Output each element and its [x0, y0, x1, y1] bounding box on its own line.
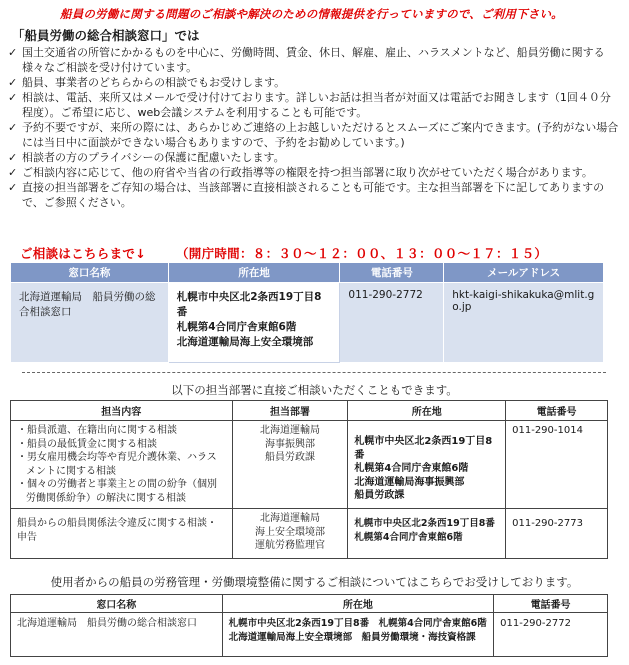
- consultation-topics: 船員からの船員関係法令違反に関する相談・申告: [11, 509, 233, 559]
- office-address: 札幌市中央区北2条西19丁目8番 札幌第4合同庁舎東館6階 北海道運輸局海上安全環境部: [168, 283, 340, 363]
- divider-note: 以下の担当部署に直接ご相談いただくこともできます。: [171, 383, 458, 397]
- check-icon: ✓: [8, 76, 18, 89]
- employer-note: 使用者からの船員の労務管理・労働環境整備に関するご相談についてはこちらでお受けしております。: [50, 575, 579, 589]
- column-header: メールアドレス: [444, 263, 604, 283]
- checklist-item: ✓ 船員、事業者のどちらからの相談でもお受けします。: [8, 76, 286, 89]
- table-row: [11, 613, 608, 657]
- office-name: 北海道運輸局 船員労働の総合相談窓口: [11, 613, 223, 657]
- main-contact-table: [10, 262, 604, 363]
- department-name: 北海道運輸局 海上安全環境部 運航労務監理官: [232, 509, 348, 559]
- column-header: 所在地: [348, 401, 506, 421]
- column-header: 担当内容: [11, 401, 233, 421]
- checklist-item: ✓ 直接の担当部署をご存知の場合は、当該部署に直接相談されることも可能です。主な担当部署を下に記してありますので、ご参照ください。: [8, 181, 605, 209]
- contact-call-to-action: [20, 244, 547, 262]
- department-address: 札幌市中央区北2条西19丁目8番 札幌第4合同庁舎東館6階: [348, 509, 506, 559]
- office-hours: （開庁時間：８：３０～１２：００、１３：００～１７：１５）: [175, 246, 548, 261]
- checklist-item: ✓ ご相談内容に応じて、他の府省や当省の行政指導等の権限を持つ担当部署に取り次がせていただく場合があります。: [8, 166, 593, 179]
- check-icon: ✓: [8, 151, 18, 164]
- check-icon: ✓: [8, 91, 18, 104]
- office-phone: 011-290-2772: [494, 613, 608, 657]
- dashed-divider: [22, 372, 606, 373]
- department-name: 北海道運輸局 海事振興部 船員労政課: [232, 421, 348, 509]
- consultation-topics: ・船員派遣、在籍出向に関する相談 ・船員の最低賃金に関する相談 ・男女雇用機会均等や育児介護休業、ハラスメントに関する相談 ・個々の労働者と事業主との間の紛争（個別労働関係紛争）の解決に関する相談: [11, 421, 233, 509]
- check-icon: ✓: [8, 121, 18, 134]
- cta-label: ご相談はこちらまで↓: [20, 246, 146, 261]
- table-row: [11, 283, 604, 363]
- checklist-item: ✓ 相談者の方のプライバシーの保護に配慮いたします。: [8, 151, 285, 164]
- office-email[interactable]: hkt-kaigi-shikakuka@mlit.go.jp: [444, 283, 604, 363]
- office-address: 札幌市中央区北2条西19丁目8番 札幌第4合同庁舎東館6階 北海道運輸局海上安全環境部 船員労働環境・海技資格課: [222, 613, 494, 657]
- column-header: 所在地: [222, 595, 494, 613]
- office-name: 北海道運輸局 船員労働の総合相談窓口: [11, 283, 169, 363]
- table-header-row: [11, 263, 604, 283]
- check-icon: ✓: [8, 46, 18, 59]
- column-header: 所在地: [168, 263, 340, 283]
- column-header: 電話番号: [506, 401, 608, 421]
- column-header: 電話番号: [494, 595, 608, 613]
- check-icon: ✓: [8, 181, 18, 194]
- column-header: 担当部署: [232, 401, 348, 421]
- table-header-row: [11, 595, 608, 613]
- section-title: 「船員労働の総合相談窓口」では: [12, 28, 200, 43]
- table-row: [11, 421, 608, 509]
- column-header: 窓口名称: [11, 263, 169, 283]
- department-phone: 011-290-1014: [506, 421, 608, 509]
- checklist-item: ✓ 国土交通省の所管にかかるものを中心に、労働時間、賃金、休日、解雇、雇止、ハラスメントなど、船員労働に関する様々なご相談を受け付けています。: [8, 46, 605, 74]
- checklist-item: ✓ 相談は、電話、来所又はメールで受け付けております。詳しいお話は担当者が対面又は電話でお聞きします（1回４０分程度）。ご希望に応じ、web会議システムを利用することも可能です。: [8, 91, 611, 119]
- department-address: 札幌市中央区北2条西19丁目8番 札幌第4合同庁舎東館6階 北海道運輸局海事振興部 船員労政課: [348, 421, 506, 509]
- check-icon: ✓: [8, 166, 18, 179]
- department-table: [10, 400, 608, 559]
- column-header: 電話番号: [340, 263, 444, 283]
- department-phone: 011-290-2773: [506, 509, 608, 559]
- checklist-item: ✓ 予約不要ですが、来所の際には、あらかじめご連絡の上お越しいただけるとスムーズにご案内できます。(予約がない場合には当日中に面談ができない場合もありますので、予約をお勧めしています。): [8, 121, 619, 149]
- header-banner: 船員の労働に関する問題のご相談や解決のための情報提供を行っていますので、ご利用下さい。: [60, 7, 563, 21]
- feature-checklist: [8, 45, 620, 210]
- column-header: 窓口名称: [11, 595, 223, 613]
- office-phone: 011-290-2772: [340, 283, 444, 363]
- table-row: [11, 509, 608, 559]
- employer-contact-table: [10, 594, 608, 657]
- table-header-row: [11, 401, 608, 421]
